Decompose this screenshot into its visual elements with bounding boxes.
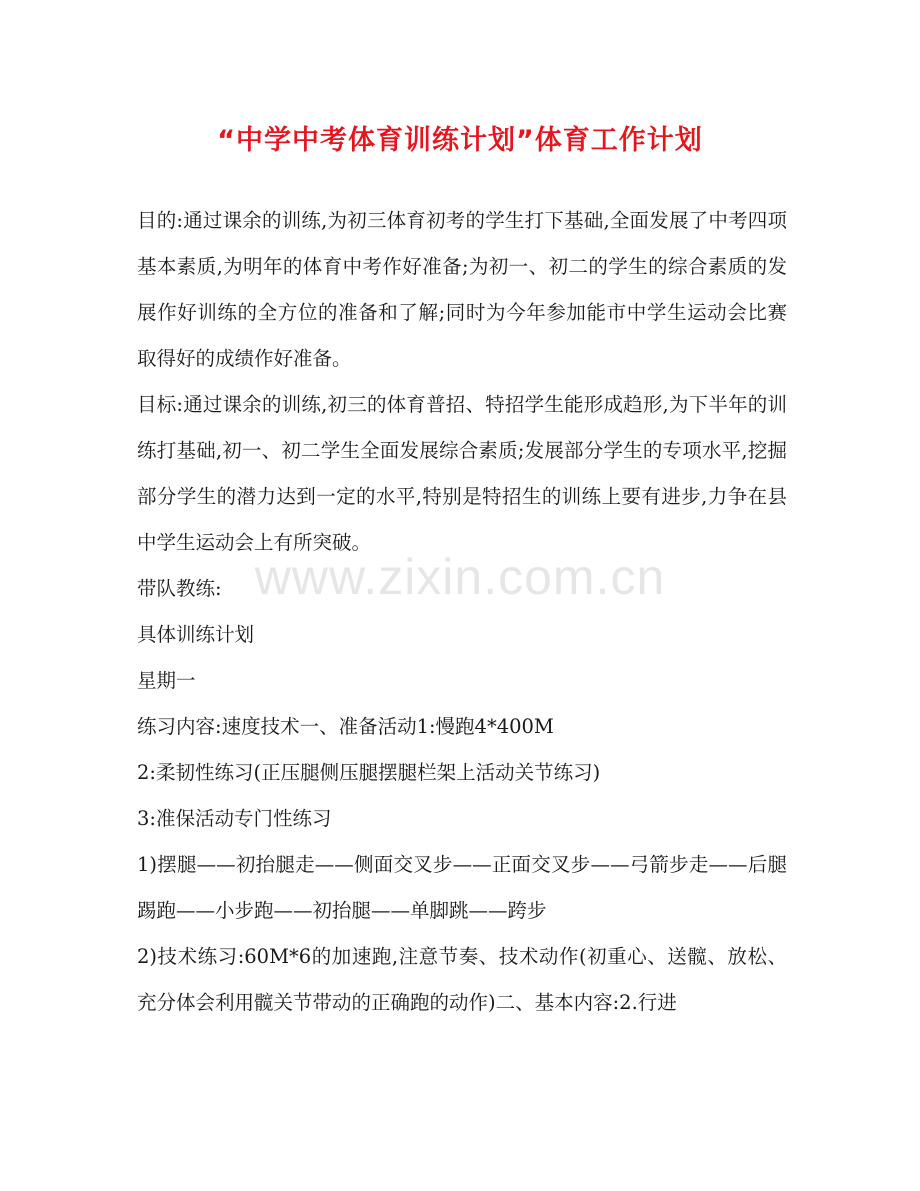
paragraph-purpose: 目的:通过课余的训练,为初三体育初考的学生打下基础,全面发展了中考四项基本素质,为明年的体育中考作好准备;为初一、初二的学生的综合素质的发展作好训练的全方位的准备和了解;同时为今年参加能市中学生运动会比赛取得好的成绩作好准备。 — [137, 209, 787, 370]
paragraph-plan-heading: 具体训练计划 — [137, 623, 255, 646]
document-body — [137, 198, 787, 1026]
paragraph-monday: 星期一 — [137, 669, 196, 692]
paragraph-coach: 带队教练: — [137, 577, 222, 600]
paragraph-drills: 1)摆腿——初抬腿走——侧面交叉步——正面交叉步——弓箭步走——后腿踢跑——小步跑——初抬腿——单脚跳——跨步 — [137, 853, 787, 922]
paragraph-goal: 目标:通过课余的训练,初三的体育普招、特招学生能形成趋形,为下半年的训练打基础,初一、初二学生全面发展综合素质;发展部分学生的专项水平,挖掘部分学生的潜力达到一定的水平,特别是特招生的训练上要有进步,力争在县中学生运动会上有所突破。 — [137, 393, 787, 554]
paragraph-technique: 2)技术练习:60M*6的加速跑,注意节奏、技术动作(初重心、送髋、放松、充分体会利用髋关节带动的正确跑的动作)二、基本内容:2.行进 — [137, 945, 787, 1014]
paragraph-flexibility: 2:柔韧性练习(正压腿侧压腿摆腿栏架上活动关节练习) — [137, 761, 601, 784]
watermark-text: www.zixin.com.cn — [254, 549, 666, 605]
paragraph-warmup: 3:准保活动专门性练习 — [137, 807, 332, 830]
paragraph-content: 练习内容:速度技术一、准备活动1:慢跑4*400M — [137, 715, 554, 738]
document-title: “中学中考体育训练计划”体育工作计划 — [217, 125, 703, 156]
